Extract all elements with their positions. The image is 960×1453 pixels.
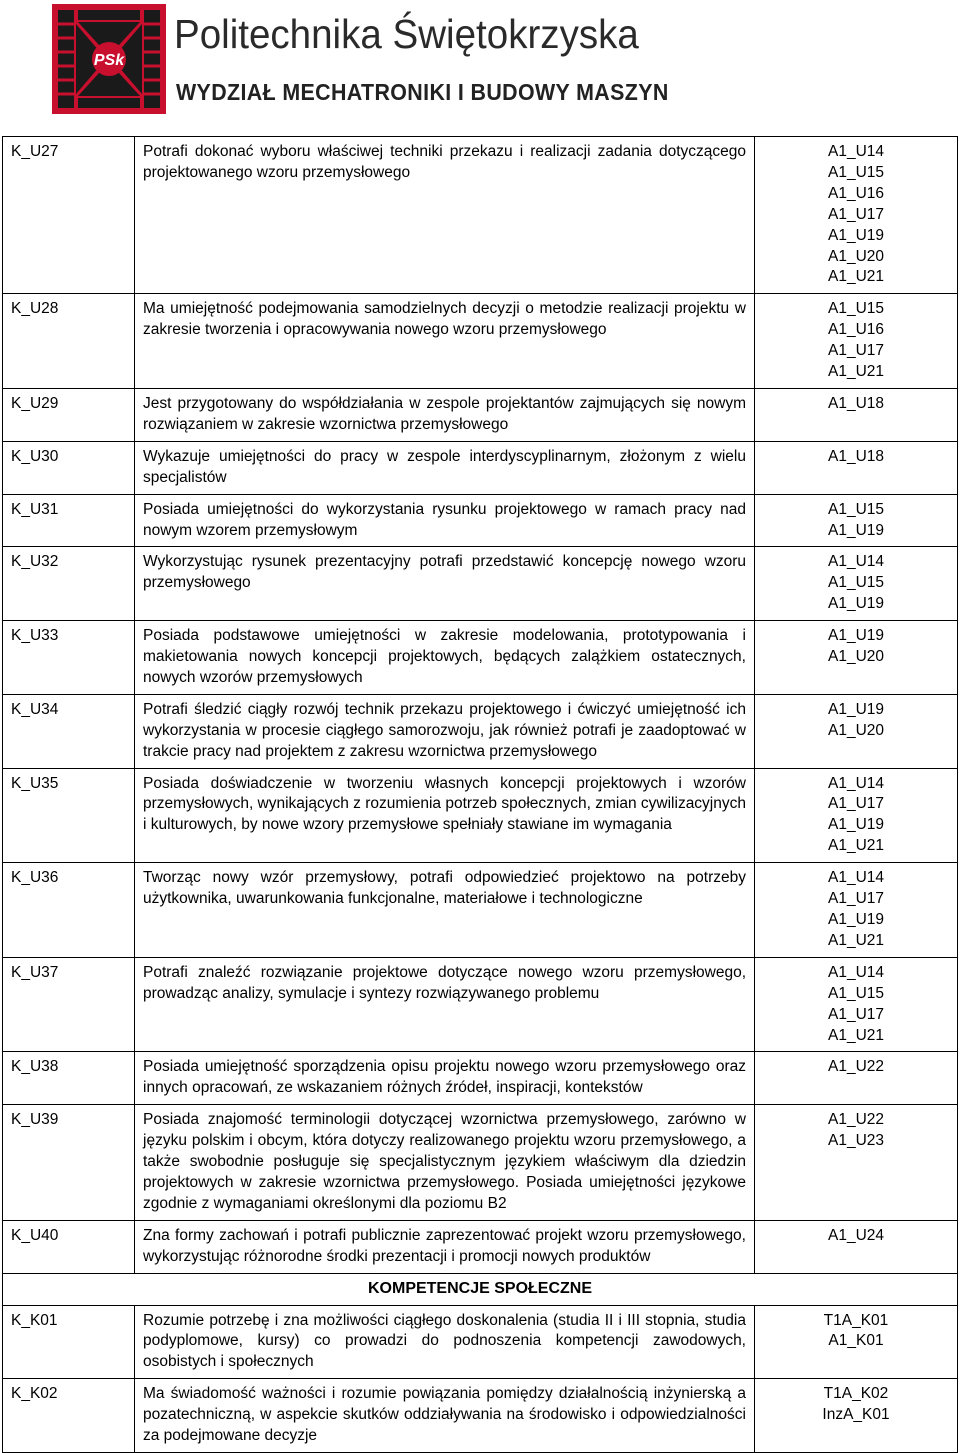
reference-code: A1_U14 [827, 553, 884, 571]
outcome-description: Posiada podstawowe umiejętności w zakresie modelowania, prototypowania i makietowania nowych koncepcji projektowych, będących zalążkiem ostatecznych, nowych wzorów przemysłowych [135, 621, 755, 695]
outcome-code: K_U27 [3, 137, 135, 294]
outcome-code: K_U38 [3, 1052, 135, 1105]
university-name: Politechnika Świętokrzyska [174, 11, 639, 57]
reference-code: A1_U20 [827, 721, 884, 739]
outcome-description: Jest przygotowany do współdziałania w zespole projektantów zajmujących się nowym rozwiązaniem w zakresie wzornictwa przemysłowego [135, 388, 755, 441]
outcome-code: K_U37 [3, 957, 135, 1052]
outcome-references [755, 1220, 958, 1273]
section-title: KOMPETENCJE SPOŁECZNE [3, 1273, 958, 1305]
reference-code: A1_U17 [827, 795, 884, 813]
reference-code: A1_U19 [827, 627, 884, 645]
university-logo [52, 4, 166, 114]
reference-code: A1_U24 [827, 1226, 884, 1244]
page-header [0, 0, 960, 132]
table-row [3, 957, 958, 1052]
outcome-description: Wykorzystując rysunek prezentacyjny potrafi przedstawić koncepcję nowego wzoru przemysłowego [135, 547, 755, 621]
outcome-description: Potrafi śledzić ciągły rozwój technik przekazu projektowego i ćwiczyć umiejętność ich wykorzystania w procesie ciągłego samorozwoju, jak również potrafi je zaadoptować w trakcie pracy nad projektem z zakresu wzornictwa przemysłowego [135, 694, 755, 768]
outcome-references [755, 621, 958, 695]
table-row [3, 694, 958, 768]
outcome-code: K_U39 [3, 1105, 135, 1221]
outcome-description: Rozumie potrzebę i zna możliwości ciągłego doskonalenia (studia II i III stopnia, studia podyplomowe, kursy) co prowadzi do podnoszenia kompetencji zawodowych, osobistych i społecznych [135, 1305, 755, 1379]
outcome-description: Potrafi znaleźć rozwiązanie projektowe dotyczące nowego wzoru przemysłowego, prowadząc analizy, symulacje i syntezy rozwiązywanego problemu [135, 957, 755, 1052]
outcome-code: K_U35 [3, 768, 135, 863]
reference-code: T1A_K02 [823, 1385, 889, 1403]
reference-code: A1_U21 [827, 363, 884, 381]
reference-code: A1_U19 [827, 700, 884, 718]
outcome-description: Posiada umiejętność sporządzenia opisu projektu nowego wzoru przemysłowego oraz innych opracowań, ze wskazaniem różnych źródeł, inspiracji, kontekstów [135, 1052, 755, 1105]
outcome-references [755, 863, 958, 958]
table-row [3, 388, 958, 441]
outcome-description: Potrafi dokonać wyboru właściwej techniki przekazu i realizacji zadania dotyczącego projektowanego wzoru przemysłowego [135, 137, 755, 294]
reference-code: A1_U15 [827, 984, 884, 1002]
reference-code: A1_K01 [828, 1332, 884, 1350]
reference-code: A1_U17 [827, 342, 884, 360]
reference-code: A1_U17 [827, 890, 884, 908]
outcome-description: Wykazuje umiejętności do pracy w zespole interdyscyplinarnym, złożonym z wielu specjalistów [135, 441, 755, 494]
table-row [3, 547, 958, 621]
table-row [3, 621, 958, 695]
reference-code: A1_U21 [827, 837, 884, 855]
table-row [3, 768, 958, 863]
reference-code: A1_U16 [827, 184, 884, 202]
reference-code: A1_U17 [827, 205, 884, 223]
table-row [3, 1105, 958, 1221]
section-row [3, 1273, 958, 1305]
reference-code: A1_U21 [827, 931, 884, 949]
outcome-references [755, 547, 958, 621]
table-row [3, 1220, 958, 1273]
reference-code: A1_U21 [827, 268, 884, 286]
learning-outcomes-table [2, 136, 958, 1453]
reference-code: A1_U19 [827, 226, 884, 244]
outcome-code: K_U40 [3, 1220, 135, 1273]
table-row [3, 1379, 958, 1453]
outcome-code: K_U28 [3, 294, 135, 389]
outcome-code: K_U31 [3, 494, 135, 547]
outcome-description: Zna formy zachowań i potrafi publicznie zaprezentować projekt wzoru przemysłowego, wykorzystując różnorodne środki prezentacji i promocji nowych produktów [135, 1220, 755, 1273]
outcome-references [755, 441, 958, 494]
outcome-code: K_U29 [3, 388, 135, 441]
reference-code: A1_U14 [827, 963, 884, 981]
reference-code: A1_U22 [827, 1058, 884, 1076]
reference-code: A1_U19 [827, 595, 884, 613]
faculty-name: WYDZIAŁ MECHATRONIKI I BUDOWY MASZYN [176, 79, 669, 105]
outcome-code: K_U32 [3, 547, 135, 621]
outcome-references [755, 1305, 958, 1379]
outcome-code: K_U34 [3, 694, 135, 768]
outcome-references [755, 388, 958, 441]
reference-code: A1_U23 [827, 1132, 884, 1150]
outcome-references [755, 1052, 958, 1105]
reference-code: A1_U18 [827, 394, 884, 412]
table-row [3, 441, 958, 494]
outcome-references [755, 1379, 958, 1453]
outcome-references [755, 694, 958, 768]
reference-code: A1_U15 [827, 163, 884, 181]
reference-code: A1_U19 [827, 911, 884, 928]
outcome-description: Ma umiejętność podejmowania samodzielnych decyzji o metodzie realizacji projektu w zakresie tworzenia i opracowywania nowego wzoru przemysłowego [135, 294, 755, 389]
table-row [3, 294, 958, 389]
outcome-description: Ma świadomość ważności i rozumie powiązania pomiędzy działalnością inżynierską a pozatechniczną, w aspekcie skutków oddziaływania na środowisko i odpowiedzialności za podejmowane decyzje [135, 1379, 755, 1453]
outcome-references [755, 494, 958, 547]
table-row [3, 494, 958, 547]
reference-code: A1_U17 [827, 1005, 884, 1023]
outcome-description: Posiada umiejętności do wykorzystania rysunku projektowego w ramach pracy nad nowym wzorem przemysłowym [135, 494, 755, 547]
outcome-description: Tworząc nowy wzór przemysłowy, potrafi odpowiedzieć projektowo na potrzeby użytkownika, uwarunkowania funkcjonalne, materiałowe i technologiczne [135, 863, 755, 958]
outcome-code: K_K01 [3, 1305, 135, 1379]
reference-code: A1_U16 [827, 321, 884, 339]
svg-text:PSk: PSk [93, 52, 125, 69]
reference-code: A1_U14 [827, 869, 884, 887]
reference-code: A1_U21 [827, 1026, 884, 1044]
outcome-references [755, 137, 958, 294]
reference-code: A1_U15 [827, 300, 884, 318]
table-row [3, 1305, 958, 1379]
reference-code: A1_U14 [827, 774, 884, 792]
reference-code: A1_U19 [827, 816, 884, 834]
reference-code: A1_U20 [827, 247, 884, 265]
outcome-references [755, 294, 958, 389]
table-row [3, 1052, 958, 1105]
table-row [3, 137, 958, 294]
outcome-code: K_K02 [3, 1379, 135, 1453]
outcome-description: Posiada doświadczenie w tworzeniu własnych koncepcji projektowych i wzorów przemysłowych, wynikających z rozumienia potrzeb społecznych, zmian cywilizacyjnych i kulturowych, by nowe wzory przemysłowe spełniały stawiane im wymagania [135, 768, 755, 863]
outcome-code: K_U30 [3, 441, 135, 494]
reference-code: A1_U19 [827, 521, 884, 539]
reference-code: T1A_K01 [823, 1311, 889, 1329]
outcome-code: K_U36 [3, 863, 135, 958]
outcome-code: K_U33 [3, 621, 135, 695]
reference-code: A1_U20 [827, 648, 884, 666]
outcome-references [755, 1105, 958, 1221]
reference-code: A1_U15 [827, 500, 884, 518]
reference-code: A1_U18 [827, 447, 884, 465]
reference-code: A1_U22 [827, 1111, 884, 1129]
outcome-description: Posiada znajomość terminologii dotyczącej wzornictwa przemysłowego, zarówno w języku polskim i obcym, która dotyczy realizowanego projektu wzoru przemysłowego, a także swobodnie posługuje się specjalistycznym językiem właściwym dla dziedzin projektowych w zakresie wzornictwa przemysłowego. Posiada umiejętności językowe zgodnie z wymaganiami określonymi dla poziomu B2 [135, 1105, 755, 1221]
outcome-references [755, 768, 958, 863]
reference-code: A1_U14 [827, 143, 884, 160]
reference-code: InzA_K01 [822, 1406, 890, 1424]
reference-code: A1_U15 [827, 574, 884, 592]
table-row [3, 863, 958, 958]
outcome-references [755, 957, 958, 1052]
